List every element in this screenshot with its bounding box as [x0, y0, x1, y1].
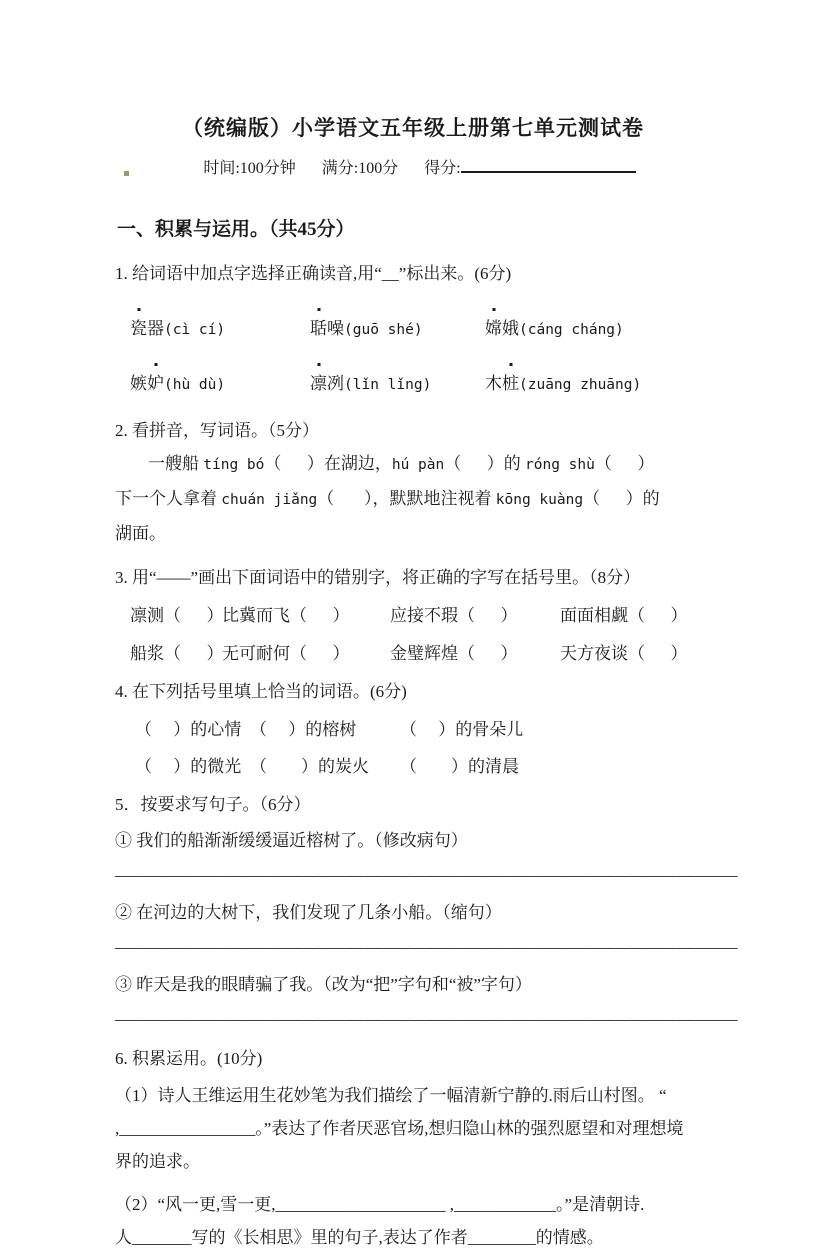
word-text: 嫉 — [130, 374, 147, 393]
passage-text: （ ）的 — [583, 489, 660, 508]
pinyin-options: (hù dù) — [164, 377, 226, 393]
pinyin-clue: róng shù — [525, 457, 595, 473]
question-5-stem: 5．按要求写句子。（6分） — [115, 795, 311, 814]
paper-body — [115, 214, 738, 1254]
q3-cell: 天方夜谈（ ） — [560, 644, 688, 663]
pinyin-options: (cáng cháng) — [519, 322, 624, 338]
q4-cell: （ ）的炭火 — [250, 757, 369, 776]
pinyin-options: (zuāng zhuāng) — [519, 377, 642, 393]
q4-cell: （ ）的清晨 — [400, 757, 519, 776]
word-text: 冽 — [327, 374, 344, 393]
word-text: 噪 — [327, 319, 344, 338]
full-score-label: 满分:100分 — [321, 160, 399, 177]
pinyin-options: (cì cí) — [164, 322, 226, 338]
q6-part1-line-3: 界的追求。 — [115, 1152, 200, 1171]
pinyin-clue: kōng kuàng — [495, 492, 584, 508]
answer-blank-line: ______________________________________________________________________ — [115, 1004, 738, 1023]
q1-word-change — [485, 308, 715, 339]
word-text: 器 — [147, 319, 164, 338]
pinyin-clue: tíng bó — [203, 457, 265, 473]
dotted-char: 聒 — [310, 314, 327, 339]
q2-line-2 — [115, 482, 715, 517]
passage-text: （ ）的 — [444, 454, 525, 473]
dotted-char: 凛 — [310, 369, 327, 394]
dotted-char: 嫦 — [485, 314, 502, 339]
pinyin-options: (guō shé) — [344, 322, 423, 338]
q1-word-guozao — [310, 308, 485, 339]
question-2-passage — [115, 447, 715, 550]
question-1-word-grid — [115, 308, 715, 394]
question-6-stem: 6. 积累运用。(10分) — [115, 1049, 263, 1068]
q5-item-2: ② 在河边的大树下，我们发现了几条小船。（缩句） — [115, 903, 502, 922]
q3-cell: 面面相觑（ ） — [560, 606, 688, 625]
word-text: 木 — [485, 374, 502, 393]
q1-word-jidu — [130, 363, 310, 394]
q6-part2-line-2: 人_______写的《长相思》里的句子,表达了作者________的情感。 — [115, 1228, 604, 1247]
answer-blank-line: ______________________________________________________________________ — [115, 860, 738, 879]
q5-item-3: ③ 昨天是我的眼睛骗了我。（改为“把”字句和“被”字句） — [115, 975, 532, 994]
passage-text: （ ）在湖边， — [264, 454, 392, 473]
q1-word-muzhuang — [485, 363, 715, 394]
question-1-stem: 1. 给词语中加点字选择正确读音,用“__”标出来。(6分) — [115, 264, 512, 283]
pinyin-clue: chuán jiǎng — [221, 492, 318, 508]
q2-line-1 — [115, 447, 715, 482]
scan-artifact-dot — [124, 171, 129, 176]
q3-cell: 比冀而飞（ ） — [222, 606, 350, 625]
q2-line-3: 湖面。 — [115, 524, 166, 543]
score-blank-line — [461, 157, 636, 173]
pinyin-options: (lǐn lǐng) — [344, 377, 432, 393]
q4-cell: （ ）的心情 — [135, 720, 242, 739]
q3-cell: 应接不瑕（ ） — [390, 606, 518, 625]
answer-blank-line: ______________________________________________________________________ — [115, 932, 738, 951]
question-3-stem: 3. 用“——”画出下面词语中的错别字，将正确的字写在括号里。（8分） — [115, 568, 641, 587]
passage-text: 一艘船 — [148, 454, 204, 473]
section-1-heading: 一、积累与运用。（共45分） — [117, 219, 355, 240]
dotted-char: 瓷 — [130, 314, 147, 339]
time-label: 时间:100分钟 — [203, 160, 296, 177]
q3-cell: 凛测（ ） — [130, 606, 224, 625]
question-2-stem: 2. 看拼音，写词语。（5分） — [115, 421, 319, 440]
passage-text: 下一个人拿着 — [115, 489, 222, 508]
passage-text: （ ） — [594, 454, 655, 473]
paper-title: （统编版）小学语文五年级上册第七单元测试卷 — [182, 116, 644, 140]
q3-cell: 船浆（ ） — [130, 644, 224, 663]
question-4-phrase-grid — [115, 715, 715, 777]
q1-word-ciqi — [130, 308, 310, 339]
q5-item-1: ① 我们的船渐渐缓缓逼近榕树了。（修改病句） — [115, 831, 468, 850]
q4-cell: （ ）的骨朵儿 — [400, 720, 524, 739]
word-text: 娥 — [502, 319, 519, 338]
q6-part1-line-2: ,________________。”表达了作者厌恶官场,想归隐山林的强烈愿望和对理想境 — [115, 1119, 684, 1138]
question-3-word-grid — [115, 601, 715, 664]
q4-cell: （ ）的微光 — [135, 757, 242, 776]
pinyin-clue: hú pàn — [391, 457, 445, 473]
passage-text: （ ），默默地注视着 — [317, 489, 496, 508]
q3-cell: 金璧辉煌（ ） — [390, 644, 518, 663]
dotted-char: 桩 — [502, 369, 519, 394]
q3-cell: 无可耐何（ ） — [222, 644, 350, 663]
q1-word-linlie — [310, 363, 485, 394]
q6-part2-line-1: （2）“风一更,雪一更,____________________ ,____________。”是清朝诗. — [115, 1195, 645, 1214]
q6-part1-line-1: （1）诗人王维运用生花妙笔为我们描绘了一幅清新宁静的.雨后山村图。 “ — [115, 1086, 667, 1105]
q4-cell: （ ）的榕树 — [250, 720, 357, 739]
score-label: 得分: — [424, 160, 461, 177]
dotted-char: 妒 — [147, 369, 164, 394]
question-4-stem: 4. 在下列括号里填上恰当的词语。(6分) — [115, 682, 407, 701]
